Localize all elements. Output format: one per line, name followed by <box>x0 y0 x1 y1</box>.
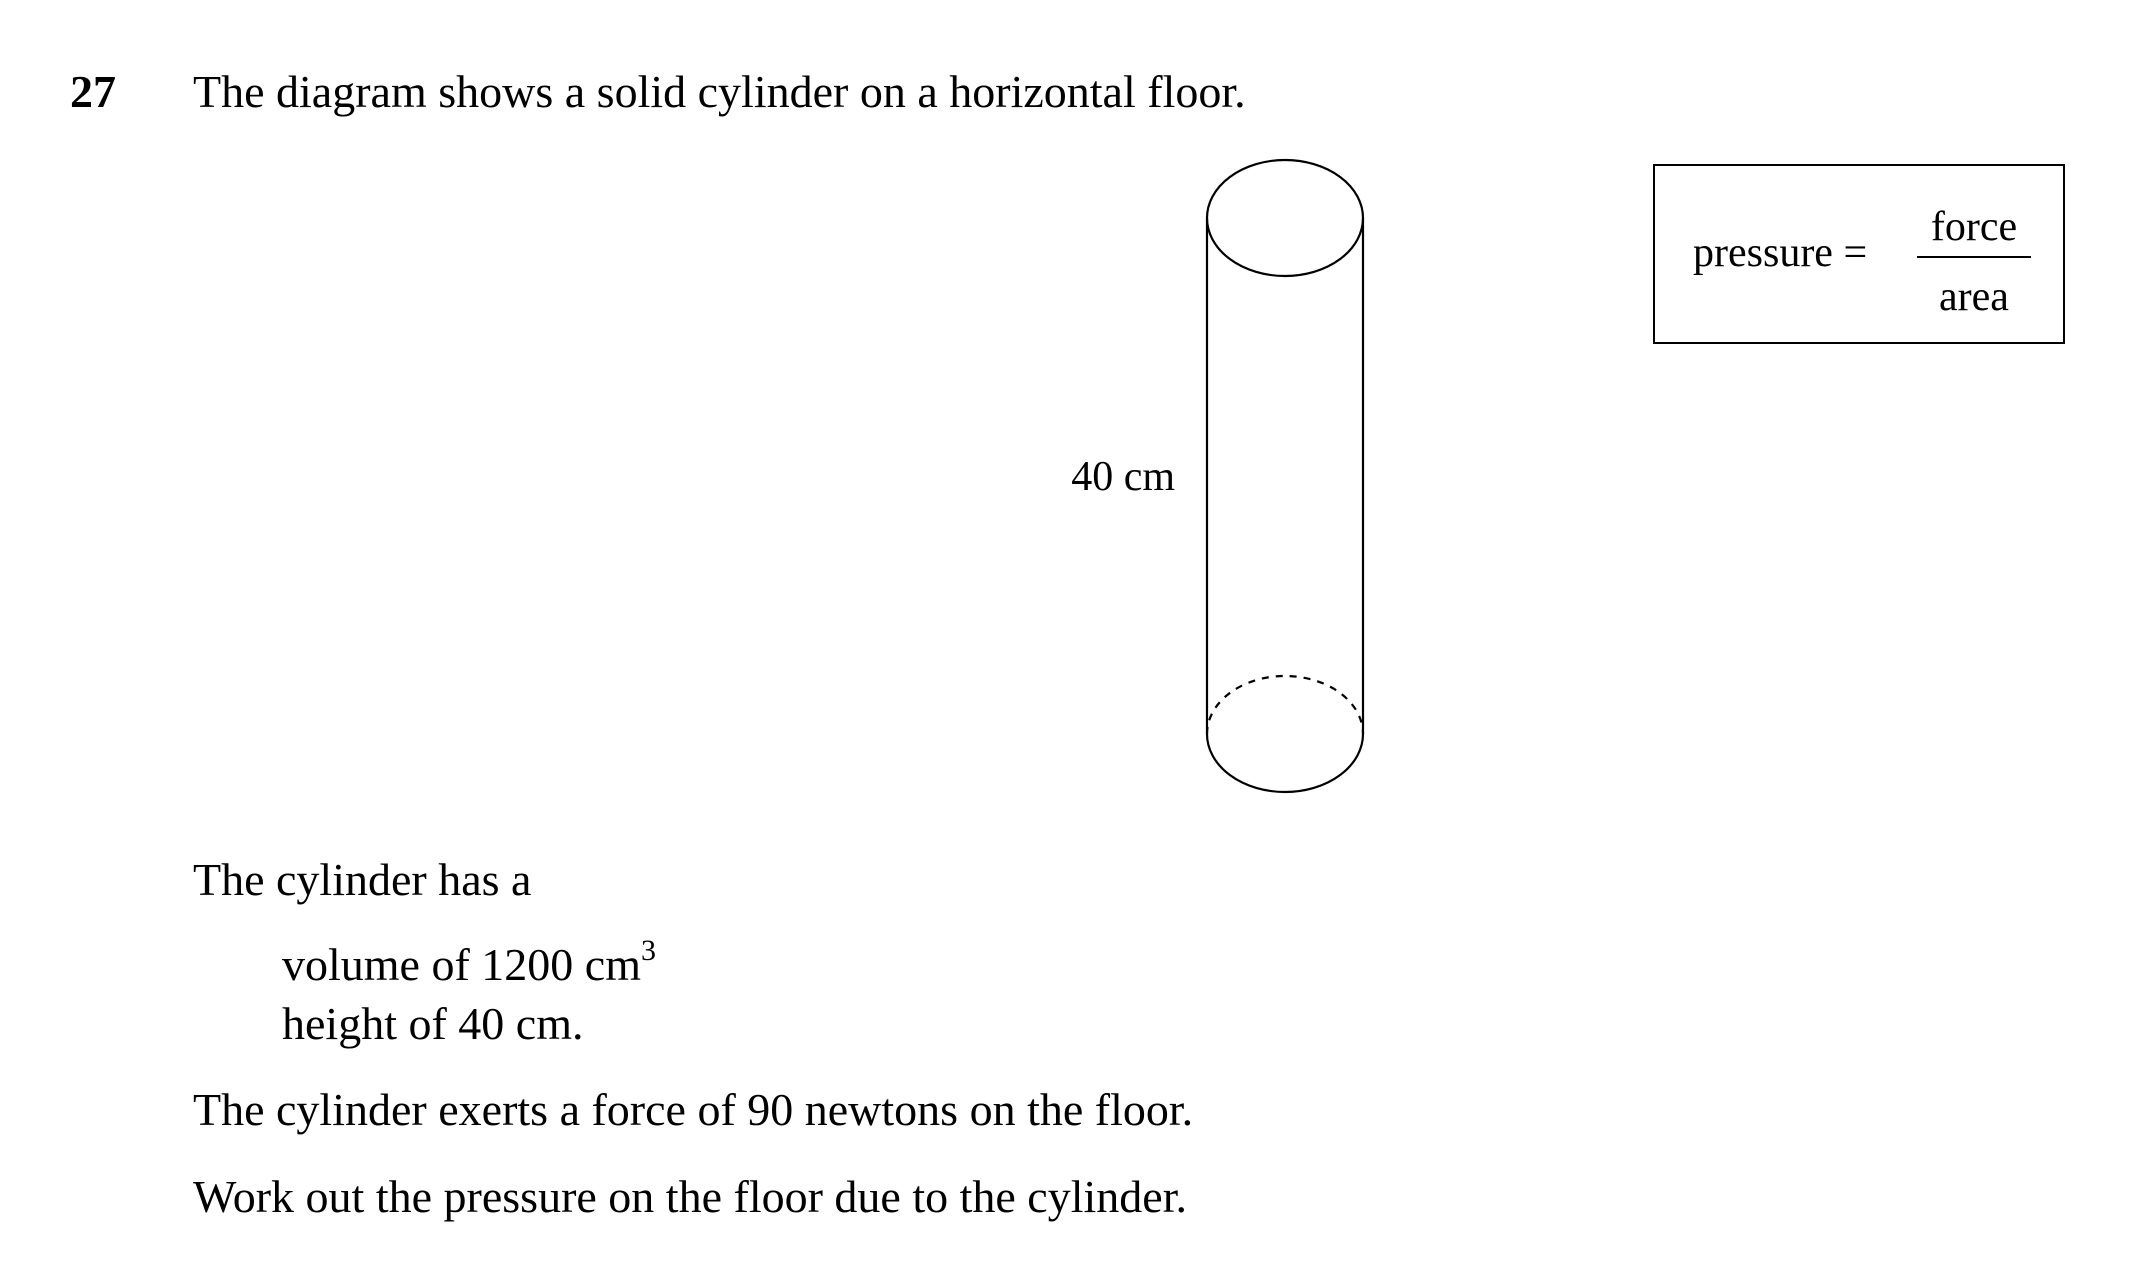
task-statement: Work out the pressure on the floor due to the cylinder. <box>193 1171 1187 1222</box>
formula-box <box>1653 164 2065 344</box>
question-intro: The diagram shows a solid cylinder on a horizontal floor. <box>193 66 1246 117</box>
force-statement: The cylinder exerts a force of 90 newtons on the floor. <box>193 1084 1194 1135</box>
height-line: height of 40 cm. <box>282 998 584 1049</box>
volume-exponent: 3 <box>641 934 656 967</box>
fraction-bar <box>1917 256 2031 258</box>
formula-numerator: force <box>1930 204 2018 250</box>
height-label: 40 cm <box>1071 454 1175 500</box>
cylinder-has-a-text: The cylinder has a <box>193 854 532 905</box>
cylinder-top-ellipse <box>1207 160 1363 276</box>
formula-lhs: pressure = <box>1693 230 1868 276</box>
volume-text: volume of 1200 cm <box>282 939 641 990</box>
cylinder <box>1207 160 1363 792</box>
volume-line <box>282 935 656 995</box>
cylinder-bottom-hidden-arc <box>1207 676 1363 734</box>
question-number: 27 <box>70 66 116 117</box>
formula-denominator: area <box>1939 274 2009 320</box>
cylinder-bottom-front-arc <box>1207 734 1363 792</box>
